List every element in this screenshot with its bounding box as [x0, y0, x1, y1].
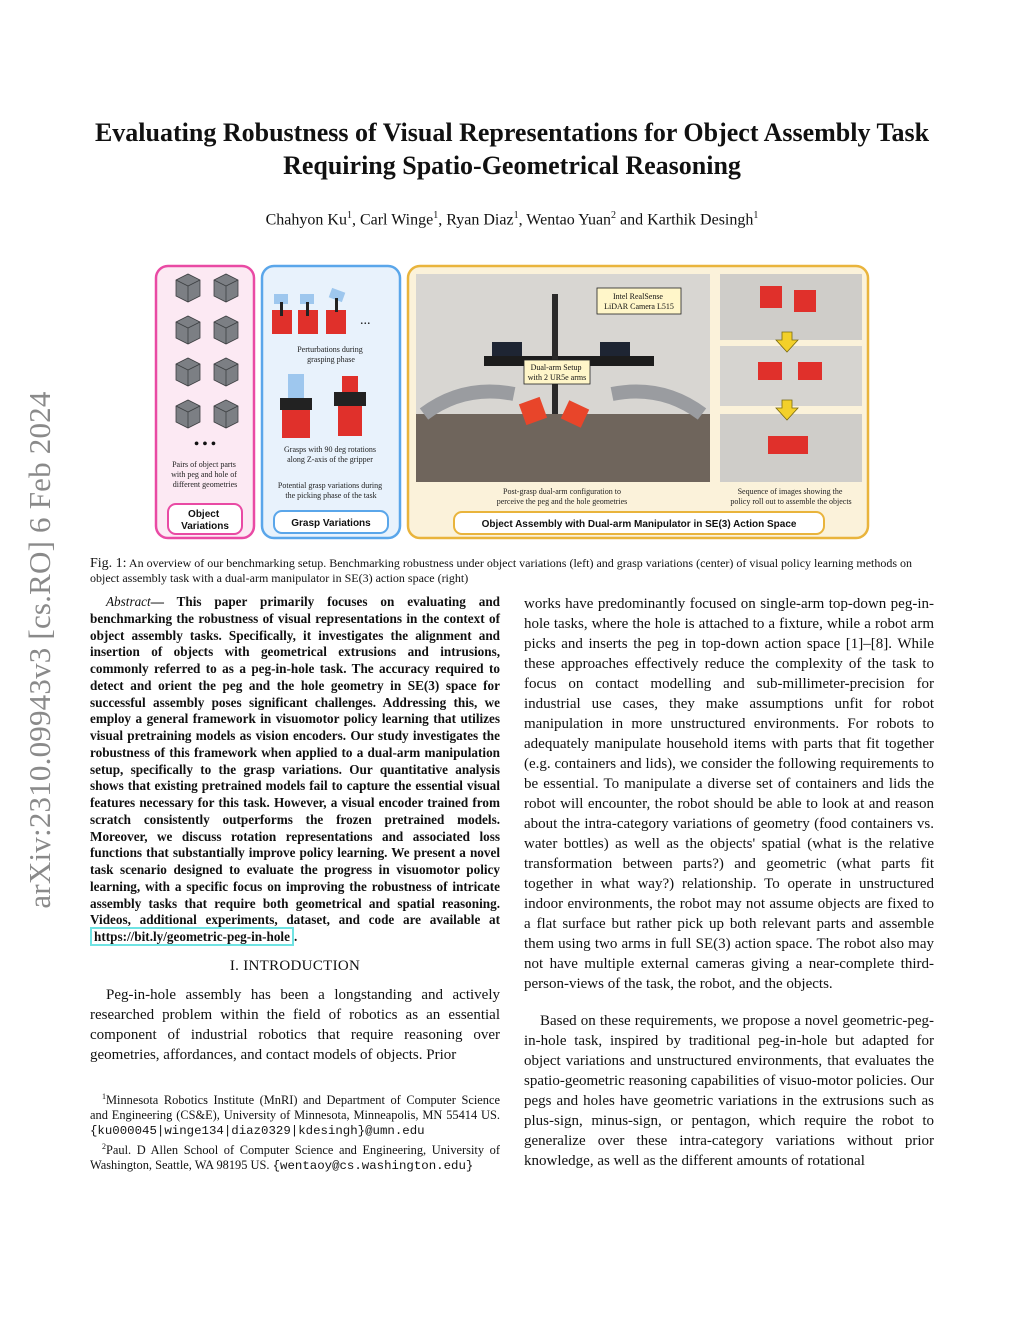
object-variations-panel: [156, 266, 254, 538]
right-paragraph-1: works have predominantly focused on single-arm top-down peg-in-hole tasks, where the hole is attached to a fixture, while a robot arm picks and inserts the peg in top-down action space [1]–[8]. While these approaches effectively reduce the complexity of the task to focus on contact modelling and sub-millimeter-precision for industrial use cases, they make assumptions unfit for robot manipulation in more unstructured environments. For robots to adequately manipulate household items with parts that fit together (e.g. containers and lids), we consider the following requirements to be essential. To manipulate a diverse set of containers and lids the robot will encounter, the robot should be able to look at and reason about the intra-category variations of geometry (food containers vs. water bottles) as well as the objects' spatial (what is the relative transformation between parts?) and geometric (what parts fit together in what way?) relationship. To operate in unstructured indoor environments, the robot may not assume objects are fixed to a flat surface but rather pick up both relevant parts and assemble them using two arms in full SE(3) action space. The robot also may not have multiple external cameras giving a near-complete third-person-views of the task, the robot, and the objects.: [524, 596, 934, 992]
figure-caption: [90, 556, 934, 586]
svg-text:...: ...: [360, 313, 371, 328]
svg-text:Grasp Variations: Grasp Variations: [291, 518, 371, 529]
paper-title: Evaluating Robustness of Visual Representations for Object Assembly Task Requiring Spatio-Geometrical Reasoning: [94, 118, 930, 180]
abstract: Abstract— This paper primarily focuses on evaluating and benchmarking the robustness of visual representations in the context of object assembly tasks. Specifically, it investigates the alignment and insertion of objects with geometrical extrusions and intrusions, commonly referred to as a peg-in-hole task. The accuracy required to detect and orient the peg and the hole geometry in SE(3) space for successful assembly poses significant challenges. Addressing this, we employ a general framework in visuomotor policy learning that utilizes visual pretraining models as vision encoders. Our study investigates the robustness of this framework when applied to a dual-arm manipulation setup, specifically to the grasp variations. Our quantitative analysis shows that existing pretrained models fail to capture the essential visual features necessary for this task. However, a visual encoder trained from scratch consistently outperforms the frozen pretrained models. Moreover, we discuss rotation representations and associated loss functions that substantially improve policy learning. We present a novel task scenario designed to evaluate the progress in visuomotor policy learning, with a specific focus on improving the robustness of intricate assembly tasks that require both geometrical and spatial reasoning. Videos, additional experiments, dataset, and code are available at https://bit.ly/geometric-peg-in-hole .: [90, 594, 501, 944]
figure-1: [154, 264, 870, 540]
svg-text:Grasps with 90 deg rotations: Grasps with 90 deg rotations along Z-axis of the gripper Potential grasp variations during the picking phase of the task: [277, 445, 383, 500]
project-link[interactable]: https://bit.ly/geometric-peg-in-hole: [90, 927, 294, 946]
author-name: Chahyon Ku: [265, 211, 347, 229]
footnote-1-email: {ku000045|winge134|diaz0329|kdesingh}@umn.edu: [90, 1123, 425, 1138]
caption-text: An overview of our benchmarking setup. Benchmarking robustness under object variations (left) and grasp variations (center) of visual policy learning methods on object assembly task with a dual-arm manipulator in SE(3) action space (right): [90, 556, 913, 585]
author-name: Carl Winge: [359, 211, 434, 229]
author-affiliation: 1: [433, 210, 439, 221]
svg-text:• • •: • • •: [194, 437, 216, 452]
footnote-2: $^2$Paul. D Allen School of Computer Science and Engineering, University of Washington, Seattle, WA 98195 US. {wentaoy@cs.washington.edu}: [90, 1141, 500, 1173]
arxiv-stamp: arXiv:2310.09943v3 [cs.RO] 6 Feb 2024: [22, 391, 57, 909]
right-column: [524, 594, 934, 1171]
author-name: Ryan Diaz: [446, 211, 514, 229]
author-list: Chahyon Ku$^1$, Carl Winge$^1$, Ryan Diaz$^1$, Wentao Yuan$^2$ and Karthik Desingh$^1$: [265, 210, 759, 229]
footnote-1: $^1$Minnesota Robotics Institute (MnRI) and Department of Computer Science and Engineering (CS&E), University of Minnesota, Minneapolis, MN 55414 US. {ku000045|winge134|diaz0329|kdesingh}@umn.edu: [90, 1091, 500, 1138]
section-heading: I. INTRODUCTION: [229, 957, 361, 974]
author-affiliation: 1: [513, 210, 519, 221]
abstract-text: This paper primarily focuses on evaluating and benchmarking the robustness of visual representations in the context of object assembly tasks. Specifically, it investigates the alignment and insertion of objects with geometrical extrusions and intrusions, commonly referred to as a peg-in-hole task. The accuracy required to detect and orient the peg and the hole geometry in SE(3) space for successful assembly poses significant challenges. Addressing this, we employ a general framework in visuomotor policy learning that utilizes visual pretraining models as vision encoders. Our study investigates the robustness of this framework when applied to a dual-arm manipulation setup, specifically to the grasp variations. Our quantitative analysis shows that existing pretrained models fail to capture the essential visual features necessary for this task. However, a visual encoder trained from scratch consistently outperforms the frozen pretrained models. Moreover, we discuss rotation representations and associated loss functions that substantially improve policy learning. We present a novel task scenario designed to evaluate the progress in visuomotor policy learning, with a specific focus on improving the robustness of intricate assembly tasks that require both geometrical and spatial reasoning. Videos, additional experiments, dataset, and code are available at: [90, 594, 501, 928]
right-paragraph-2: Based on these requirements, we propose a novel geometric-peg-in-hole task, inspired by traditional peg-in-hole but adapted for object variations and unstructured environments, that evaluates the spatio-geometric reasoning capabilities of visuo-motor policies. Our pegs and holes have geometric variations in the extrusions such as plus-sign, minus-sign, or pentagon, which require the robot to generalize over these intra-category variations without prior knowledge, as well as the different amounts of rotational: [524, 1013, 934, 1169]
svg-text:Dual-arm Setup with 2 UR: Dual-arm Setup with 2 UR5e arms: [527, 363, 587, 382]
svg-text:Pairs of object parts wi: Pairs of object parts with peg and hole of different geometries: [171, 460, 238, 489]
svg-text:Post-grasp dual-arm configurat: Post-grasp dual-arm configuration to perceive the peg and the hole geometries Sequence of images showing the policy roll out to assemble the objects: [496, 487, 852, 506]
left-column: [90, 594, 500, 1174]
author-affiliation: 2: [611, 210, 617, 221]
author-affiliation: 1: [346, 210, 352, 221]
author-affiliation: 1: [753, 210, 759, 221]
gripper-icons: [272, 288, 346, 334]
footnote-2-email: {wentaoy@cs.washington.edu}: [272, 1159, 474, 1173]
author-name: Karthik Desingh: [647, 211, 754, 229]
grasp-variations-panel: [262, 266, 400, 538]
assembly-panel: [408, 266, 868, 538]
caption-label: Fig. 1:: [90, 556, 127, 571]
author-name: Wentao Yuan: [526, 211, 612, 229]
svg-text:Intel RealSense LiDAR Ca: Intel RealSense LiDAR Camera L515: [604, 292, 674, 311]
intro-paragraph: Peg-in-hole assembly has been a longstanding and actively researched problem within the field of robotics as an essential component of industrial robotics that require reasoning over geometries, affordances, and contact models of objects. Prior: [90, 986, 500, 1063]
abstract-label: Abstract: [106, 594, 151, 609]
svg-text:Object Variations: Object Variations: [181, 509, 229, 532]
svg-text:Object Assembly with Dual-arm: Object Assembly with Dual-arm Manipulator in SE(3) Action Space: [481, 519, 797, 530]
svg-text:Perturbations during gra: Perturbations during grasping phase: [297, 345, 363, 364]
